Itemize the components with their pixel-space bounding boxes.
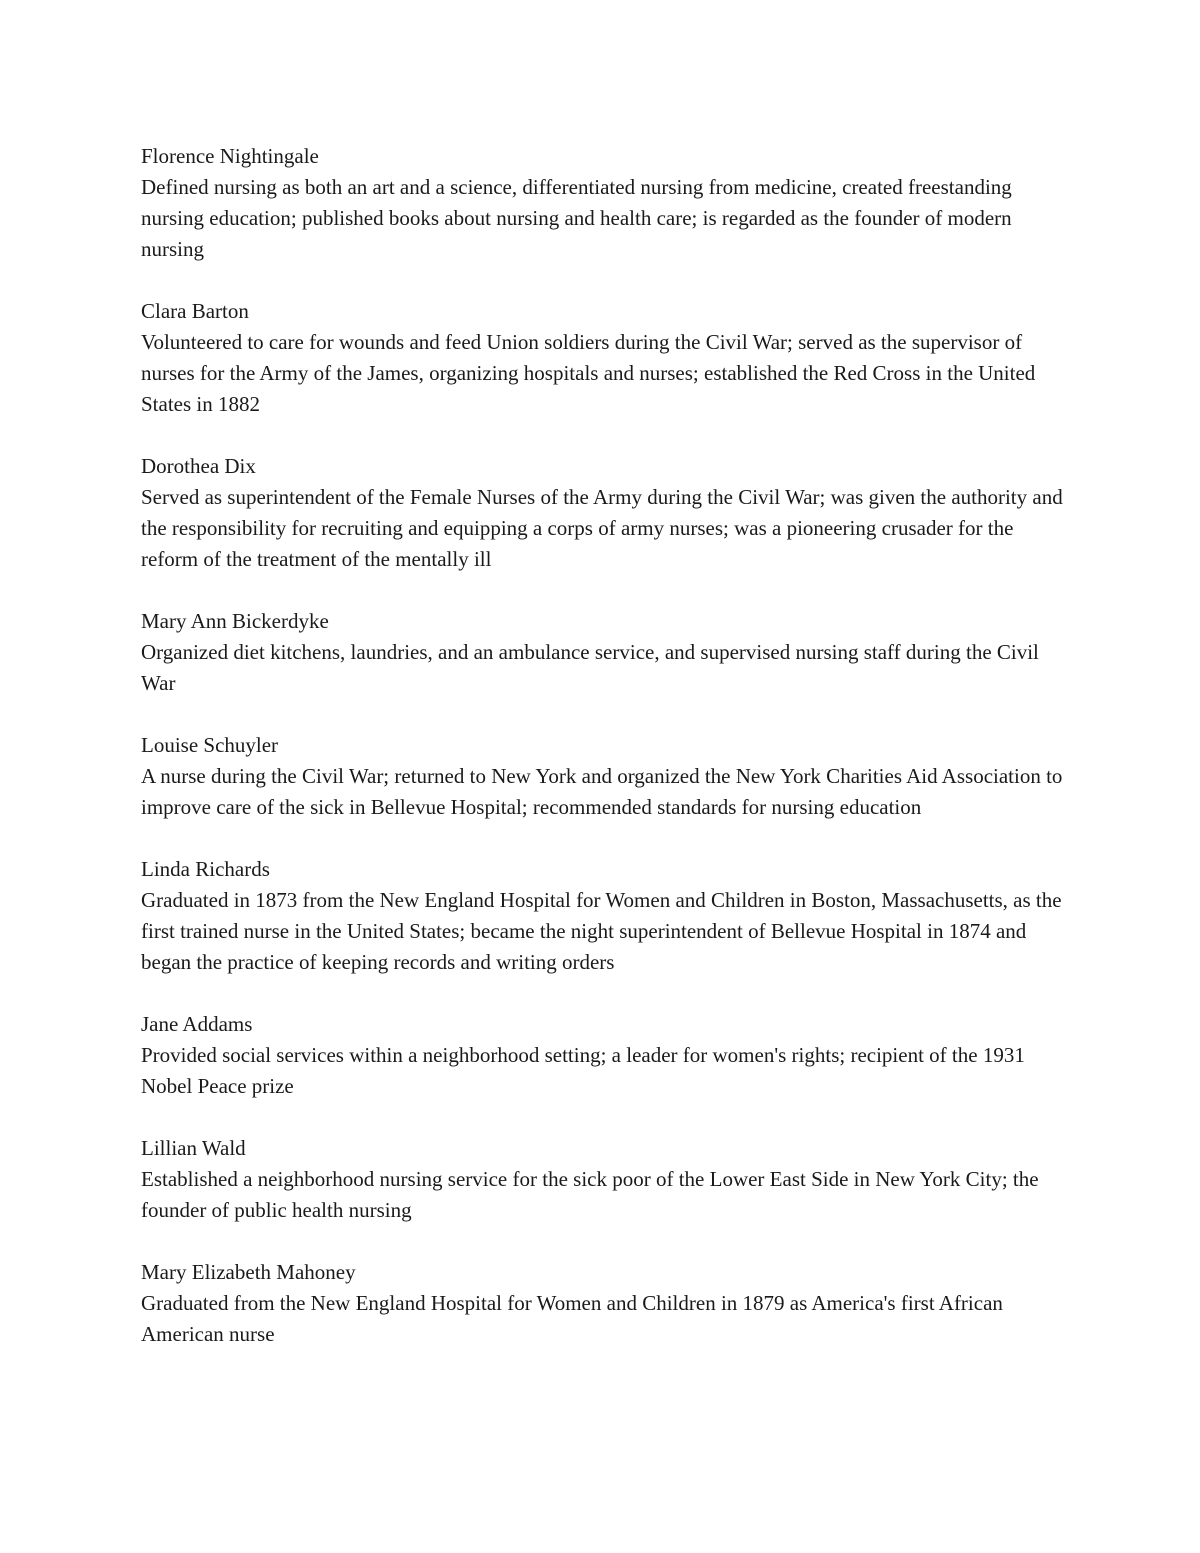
entry-name: Lillian Wald bbox=[141, 1136, 246, 1160]
entry-description: Provided social services within a neighborhood setting; a leader for women's rights; recipient of the 1931 Nobel Peace prize bbox=[141, 1043, 1025, 1098]
entry-name: Mary Ann Bickerdyke bbox=[141, 609, 329, 633]
entry-name: Louise Schuyler bbox=[141, 733, 279, 757]
entry-mary-ann-bickerdyke bbox=[141, 606, 1066, 699]
entry-lillian-wald bbox=[141, 1133, 1066, 1226]
entry-description: A nurse during the Civil War; returned to New York and organized the New York Charities Aid Association to improve care of the sick in Bellevue Hospital; recommended standards for nursing education bbox=[141, 764, 1063, 819]
entry-linda-richards bbox=[141, 854, 1066, 978]
entry-description: Served as superintendent of the Female Nurses of the Army during the Civil War; was given the authority and the responsibility for recruiting and equipping a corps of army nurses; was a pioneering crusader for the reform of the treatment of the mentally ill bbox=[141, 485, 1063, 571]
entry-description: Graduated from the New England Hospital for Women and Children in 1879 as America's first African American nurse bbox=[141, 1291, 1003, 1346]
entry-name: Florence Nightingale bbox=[141, 144, 319, 168]
document-page bbox=[141, 141, 1066, 1381]
entry-louise-schuyler bbox=[141, 730, 1066, 823]
entry-description: Established a neighborhood nursing service for the sick poor of the Lower East Side in New York City; the founder of public health nursing bbox=[141, 1167, 1039, 1222]
entry-name: Linda Richards bbox=[141, 857, 270, 881]
entry-mary-elizabeth-mahoney bbox=[141, 1257, 1066, 1350]
entry-description: Organized diet kitchens, laundries, and an ambulance service, and supervised nursing staff during the Civil War bbox=[141, 640, 1039, 695]
entry-dorothea-dix bbox=[141, 451, 1066, 575]
entry-name: Clara Barton bbox=[141, 299, 249, 323]
entry-jane-addams bbox=[141, 1009, 1066, 1102]
entry-name: Mary Elizabeth Mahoney bbox=[141, 1260, 356, 1284]
entry-description: Defined nursing as both an art and a science, differentiated nursing from medicine, created freestanding nursing education; published books about nursing and health care; is regarded as the founder of modern nursing bbox=[141, 175, 1012, 261]
entry-name: Dorothea Dix bbox=[141, 454, 256, 478]
entry-description: Graduated in 1873 from the New England Hospital for Women and Children in Boston, Massachusetts, as the first trained nurse in the United States; became the night superintendent of Bellevue Hospital in 1874 and began the practice of keeping records and writing orders bbox=[141, 888, 1062, 974]
entry-florence-nightingale bbox=[141, 141, 1066, 265]
entry-description: Volunteered to care for wounds and feed Union soldiers during the Civil War; served as the supervisor of nurses for the Army of the James, organizing hospitals and nurses; established the Red Cross in the United States in 1882 bbox=[141, 330, 1036, 416]
entry-clara-barton bbox=[141, 296, 1066, 420]
entry-name: Jane Addams bbox=[141, 1012, 253, 1036]
